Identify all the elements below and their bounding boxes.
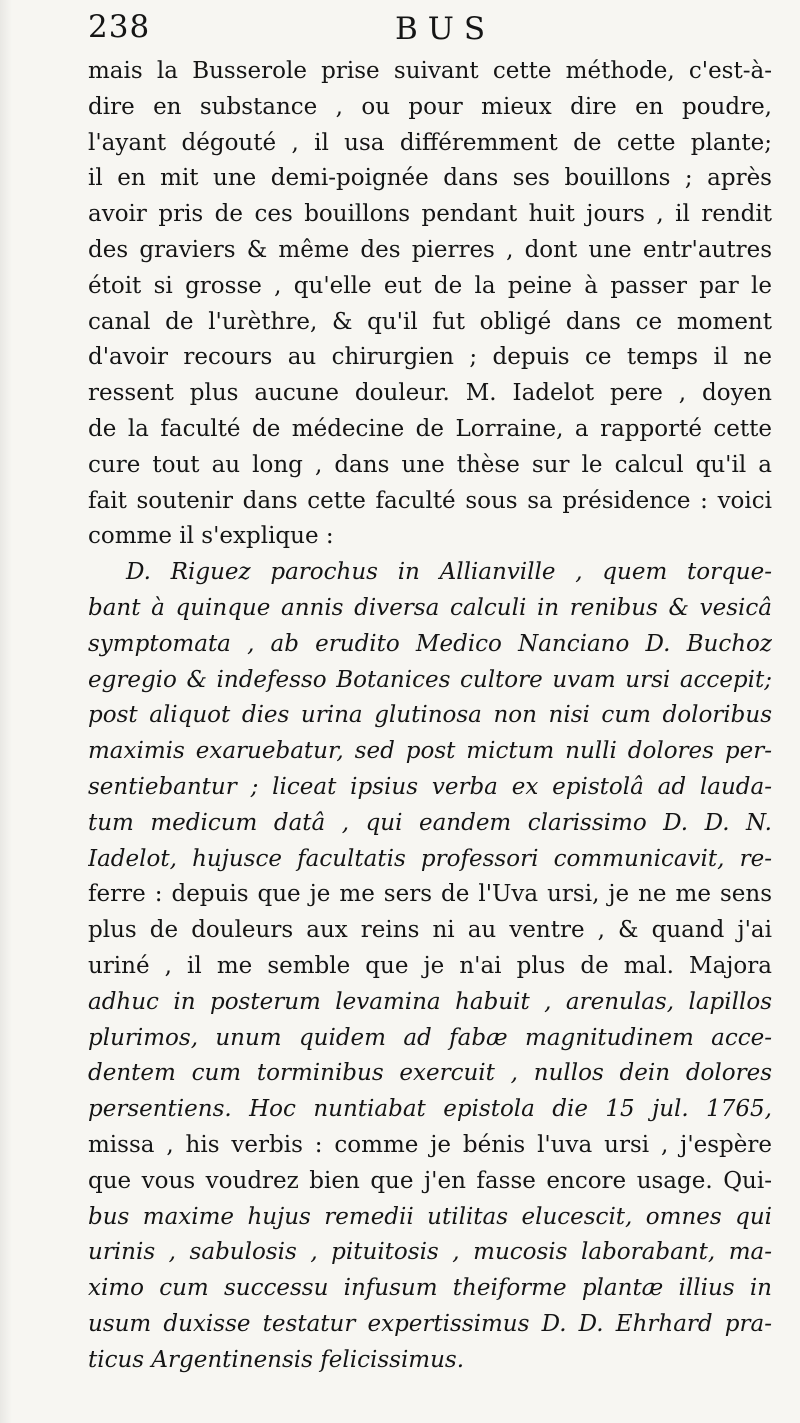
text-line: des graviers & même des pierres , dont une entr'autres [88, 236, 772, 263]
latin-quote-line: adhuc in posterum levamina habuit , arenulas, lapillos [88, 988, 772, 1015]
text-line: il en mit une demi-poignée dans ses bouillons ; après [88, 165, 772, 192]
latin-quote-line: maximis exaruebatur, sed post mictum nulli dolores per- [88, 738, 772, 765]
text-line: uriné , il me semble que je n'ai plus de mal. Majora [88, 952, 772, 979]
text-line: plus de douleurs aux reins ni au ventre , & quand j'ai [88, 917, 772, 944]
latin-quote-line: ximo cum successu infusum theiforme plantæ illius in [88, 1275, 772, 1302]
text-line: de la faculté de médecine de Lorraine, a rapporté cette [88, 415, 772, 442]
latin-quote-line: Iadelot, hujusce facultatis professori communicavit, re- [88, 845, 772, 872]
latin-quote-line: post aliquot dies urina glutinosa non nisi cum doloribus [88, 702, 772, 729]
text-line: fait soutenir dans cette faculté sous sa présidence : voici [88, 487, 772, 514]
text-line: que vous voudrez bien que j'en fasse encore usage. Qui- [88, 1167, 772, 1194]
latin-quote-line: egregio & indefesso Botanices cultore uvam ursi accepit; [88, 666, 772, 693]
running-head: BUS [395, 11, 496, 47]
text-line: mais la Busserole prise suivant cette méthode, c'est-à- [88, 58, 772, 84]
latin-quote-line: symptomata , ab erudito Medico Nanciano D. Buchoz [88, 630, 772, 657]
latin-quote-line: plurimos, unum quidem ad fabæ magnitudinem acce- [88, 1024, 772, 1051]
text-line: l'ayant dégouté , il usa différemment de cette plante; [88, 129, 772, 156]
latin-quote-line: bant à quinque annis diversa calculi in renibus & vesicâ [88, 594, 772, 621]
latin-quote-line: tum medicum datâ , qui eandem clarissimo D. D. N. [88, 809, 772, 836]
text-line: canal de l'urèthre, & qu'il fut obligé dans ce moment [88, 308, 772, 335]
text-line: ressent plus aucune douleur. M. Iadelot pere , doyen [88, 380, 772, 407]
latin-quote-line: urinis , sabulosis , pituitosis , mucosis laborabant, ma- [88, 1239, 772, 1266]
text-line: cure tout au long , dans une thèse sur le calcul qu'il a [88, 451, 772, 478]
latin-quote-line: D. Riguez parochus in Allianville , quem torque- [126, 559, 772, 586]
page-number: 238 [88, 9, 151, 45]
latin-quote-line: ticus Argentinensis felicissimus. [88, 1346, 465, 1373]
text-line: d'avoir recours au chirurgien ; depuis ce temps il ne [88, 344, 772, 371]
latin-quote-line: dentem cum torminibus exercuit , nullos dein dolores [88, 1060, 772, 1087]
latin-quote-line: persentiens. Hoc nuntiabat epistola die 15 jul. 1765, [88, 1096, 772, 1123]
text-line: avoir pris de ces bouillons pendant huit jours , il rendit [88, 201, 772, 228]
latin-quote-line: sentiebantur ; liceat ipsius verba ex epistolâ ad lauda- [88, 773, 772, 800]
latin-quote-line: usum duxisse testatur expertissimus D. D. Ehrhard pra- [88, 1310, 772, 1337]
latin-quote-line: bus maxime hujus remedii utilitas elucescit, omnes qui [88, 1203, 772, 1230]
text-line: étoit si grosse , qu'elle eut de la peine à passer par le [88, 272, 772, 299]
body-text [88, 54, 772, 1378]
text-line: dire en substance , ou pour mieux dire en poudre, [88, 93, 772, 120]
text-line: missa , his verbis : comme je bénis l'uva ursi , j'espère [88, 1131, 772, 1158]
text-line: comme il s'explique : [88, 523, 334, 550]
text-line: ferre : depuis que je me sers de l'Uva ursi, je ne me sens [88, 881, 772, 908]
